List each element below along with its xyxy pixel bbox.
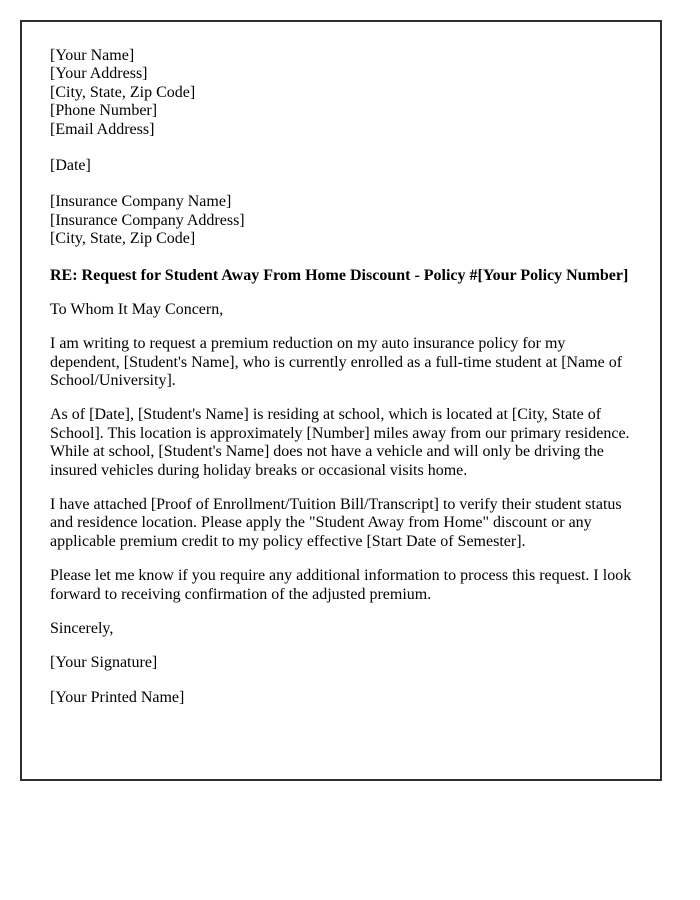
recipient-company-name: [Insurance Company Name] xyxy=(50,193,232,211)
recipient-city-state-zip: [City, State, Zip Code] xyxy=(50,230,196,248)
date-line: [Date] xyxy=(50,156,91,174)
signature-placeholder: [Your Signature] xyxy=(50,654,158,672)
recipient-address-block xyxy=(50,193,632,248)
body-paragraph-1: I am writing to request a premium reduction on my auto insurance policy for my dependent, [Student's Name], who is currently enrolled as a full-time student at [Name of School/University]. xyxy=(50,335,623,390)
letter-document xyxy=(20,20,662,781)
closing: Sincerely, xyxy=(50,619,114,637)
sender-city-state-zip: [City, State, Zip Code] xyxy=(50,83,196,101)
printed-name-placeholder: [Your Printed Name] xyxy=(50,688,185,706)
recipient-company-address: [Insurance Company Address] xyxy=(50,211,245,229)
sender-name: [Your Name] xyxy=(50,47,135,64)
sender-phone: [Phone Number] xyxy=(50,102,158,120)
body-paragraph-2: As of [Date], [Student's Name] is residing at school, which is located at [City, State of School]. This location is approximately [Number] miles away from our primary residence. While at school, [Student's Name] does not have a vehicle and will only be driving the insured vehicles during holiday breaks or occasional visits home. xyxy=(50,406,630,479)
sender-email: [Email Address] xyxy=(50,120,155,138)
body-paragraph-4: Please let me know if you require any additional information to process this request. I look forward to receiving confirmation of the adjusted premium. xyxy=(50,567,632,603)
body-paragraph-3: I have attached [Proof of Enrollment/Tuition Bill/Transcript] to verify their student status and residence location. Please apply the "Student Away from Home" discount or any applicable premium credit to my policy effective [Start Date of Semester]. xyxy=(50,496,622,550)
sender-address-block xyxy=(50,47,632,139)
subject-line: RE: Request for Student Away From Home Discount - Policy #[Your Policy Number] xyxy=(50,266,629,284)
sender-address: [Your Address] xyxy=(50,65,148,83)
salutation: To Whom It May Concern, xyxy=(50,300,224,318)
